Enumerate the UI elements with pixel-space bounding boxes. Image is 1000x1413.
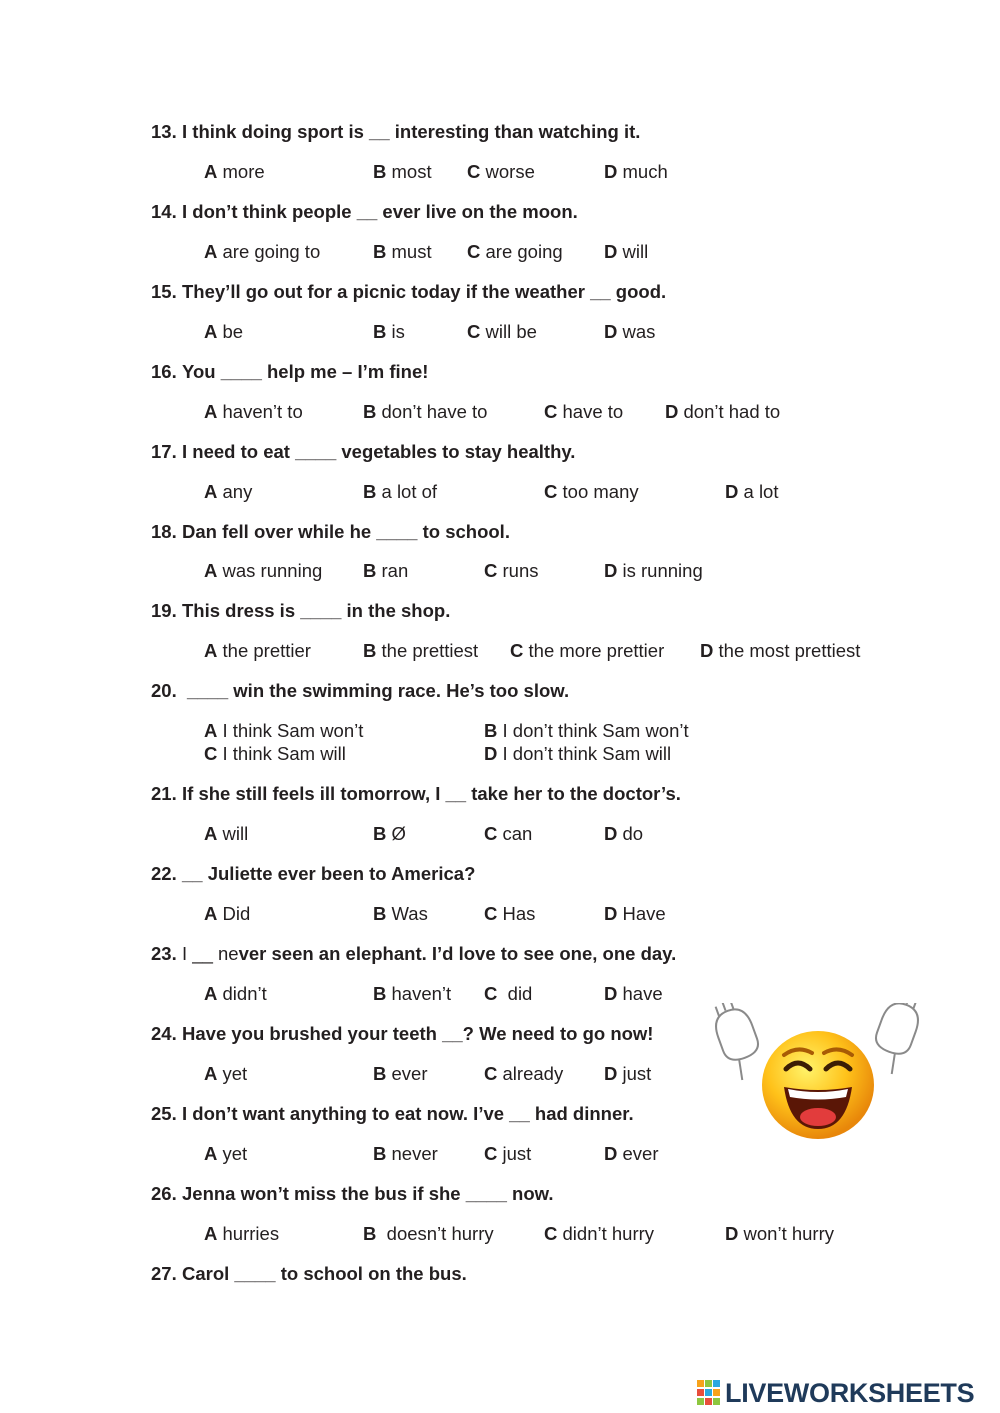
option-a[interactable]: A hurries — [204, 1223, 280, 1244]
question-18 — [151, 521, 510, 543]
question-14 — [151, 201, 578, 223]
option-b[interactable]: B ever — [373, 1063, 428, 1084]
option-a[interactable]: A any — [204, 481, 253, 502]
option-a[interactable]: A more — [204, 161, 265, 182]
question-text: They’ll go out for a picnic today if the weather __ good. — [182, 281, 667, 302]
question-22 — [151, 863, 475, 885]
liveworksheets-logo[interactable] — [697, 1378, 974, 1408]
option-d[interactable]: D do — [604, 823, 644, 844]
question-text: I think doing sport is __ interesting than watching it. — [182, 121, 641, 142]
option-c[interactable]: C already — [484, 1063, 564, 1084]
option-c[interactable]: C just — [484, 1143, 532, 1164]
question-number: 24. — [151, 1023, 177, 1044]
question-number: 15. — [151, 281, 177, 302]
option-a[interactable]: A yet — [204, 1143, 248, 1164]
question-21 — [151, 783, 681, 805]
option-a[interactable]: A Did — [204, 903, 251, 924]
question-number: 27. — [151, 1263, 177, 1284]
option-a[interactable]: A didn’t — [204, 983, 267, 1004]
question-20 — [151, 680, 569, 702]
question-text: Dan fell over while he ____ to school. — [182, 521, 510, 542]
option-b[interactable]: B most — [373, 161, 432, 182]
question-text: Have you brushed your teeth __? We need to go now! — [182, 1023, 654, 1044]
option-b[interactable]: B a lot of — [363, 481, 438, 502]
option-c[interactable]: C I think Sam will — [204, 743, 346, 764]
option-d[interactable]: D have — [604, 983, 663, 1004]
question-number: 25. — [151, 1103, 177, 1124]
question-16 — [151, 361, 428, 383]
option-a[interactable]: A the prettier — [204, 640, 311, 661]
question-text: __ Juliette ever been to America? — [182, 863, 476, 884]
option-d[interactable]: D a lot — [725, 481, 779, 502]
option-d[interactable]: D just — [604, 1063, 652, 1084]
question-24 — [151, 1023, 653, 1045]
option-b[interactable]: B never — [373, 1143, 438, 1164]
liveworksheets-mark-icon — [697, 1380, 721, 1406]
option-b[interactable]: B the prettiest — [363, 640, 479, 661]
option-b[interactable]: B haven’t — [373, 983, 452, 1004]
question-number: 18. — [151, 521, 177, 542]
question-number: 20. — [151, 680, 177, 701]
logo-text: LIVEWORKSHEETS — [725, 1377, 975, 1408]
question-text: I don’t think people __ ever live on the moon. — [182, 201, 578, 222]
option-a[interactable]: A I think Sam won’t — [204, 720, 364, 741]
question-19 — [151, 600, 450, 622]
option-c[interactable]: C runs — [484, 560, 539, 581]
option-b[interactable]: B Ø — [373, 823, 406, 844]
option-a[interactable]: A yet — [204, 1063, 248, 1084]
option-a[interactable]: A are going to — [204, 241, 321, 262]
question-number: 17. — [151, 441, 177, 462]
question-26 — [151, 1183, 553, 1205]
question-text: You ____ help me – I’m fine! — [182, 361, 429, 382]
option-c[interactable]: C are going — [467, 241, 563, 262]
option-b[interactable]: B I don’t think Sam won’t — [484, 720, 689, 741]
option-a[interactable]: A haven’t to — [204, 401, 303, 422]
question-27 — [151, 1263, 467, 1285]
question-15 — [151, 281, 666, 303]
question-number: 26. — [151, 1183, 177, 1204]
question-number: 21. — [151, 783, 177, 804]
question-text-plain: I __ ne — [182, 943, 239, 964]
option-c[interactable]: C have to — [544, 401, 624, 422]
option-b[interactable]: B doesn’t hurry — [363, 1223, 494, 1244]
option-d[interactable]: D will — [604, 241, 649, 262]
option-d[interactable]: D I don’t think Sam will — [484, 743, 672, 764]
question-17 — [151, 441, 575, 463]
question-25 — [151, 1103, 634, 1125]
option-d[interactable]: D was — [604, 321, 656, 342]
question-text: This dress is ____ in the shop. — [182, 600, 451, 621]
option-c[interactable]: C didn’t hurry — [544, 1223, 655, 1244]
option-b[interactable]: B must — [373, 241, 432, 262]
option-d[interactable]: D much — [604, 161, 668, 182]
laughing-emoji-hands-up-icon — [706, 1003, 926, 1143]
question-number: 14. — [151, 201, 177, 222]
option-d[interactable]: D Have — [604, 903, 666, 924]
option-c[interactable]: C Has — [484, 903, 536, 924]
option-b[interactable]: B Was — [373, 903, 428, 924]
question-text: Carol ____ to school on the bus. — [182, 1263, 467, 1284]
question-text: ____ win the swimming race. He’s too slow. — [187, 680, 570, 701]
option-b[interactable]: B don’t have to — [363, 401, 488, 422]
option-b[interactable]: B ran — [363, 560, 409, 581]
question-text: I don’t want anything to eat now. I’ve __ had dinner. — [182, 1103, 634, 1124]
option-c[interactable]: C can — [484, 823, 533, 844]
option-a[interactable]: A will — [204, 823, 249, 844]
question-number: 23. — [151, 943, 177, 964]
option-b[interactable]: B is — [373, 321, 405, 342]
option-d[interactable]: D won’t hurry — [725, 1223, 834, 1244]
option-c[interactable]: C worse — [467, 161, 535, 182]
question-number: 13. — [151, 121, 177, 142]
question-text: I need to eat ____ vegetables to stay healthy. — [182, 441, 576, 462]
question-text: Jenna won’t miss the bus if she ____ now. — [182, 1183, 554, 1204]
option-a[interactable]: A be — [204, 321, 244, 342]
question-number: 16. — [151, 361, 177, 382]
option-c[interactable]: C did — [484, 983, 533, 1004]
question-number: 19. — [151, 600, 177, 621]
option-d[interactable]: D the most prettiest — [700, 640, 861, 661]
option-c[interactable]: C too many — [544, 481, 639, 502]
question-number: 22. — [151, 863, 177, 884]
option-a[interactable]: A was running — [204, 560, 323, 581]
option-d[interactable]: D is running — [604, 560, 703, 581]
option-c[interactable]: C the more prettier — [510, 640, 665, 661]
question-13 — [151, 121, 640, 143]
question-23 — [151, 943, 676, 965]
question-text-bold: ver seen an elephant. I’d love to see one, one day. — [238, 943, 677, 964]
option-d[interactable]: D don’t had to — [665, 401, 781, 422]
option-d[interactable]: D ever — [604, 1143, 659, 1164]
option-c[interactable]: C will be — [467, 321, 537, 342]
question-text: If she still feels ill tomorrow, I __ take her to the doctor’s. — [182, 783, 681, 804]
